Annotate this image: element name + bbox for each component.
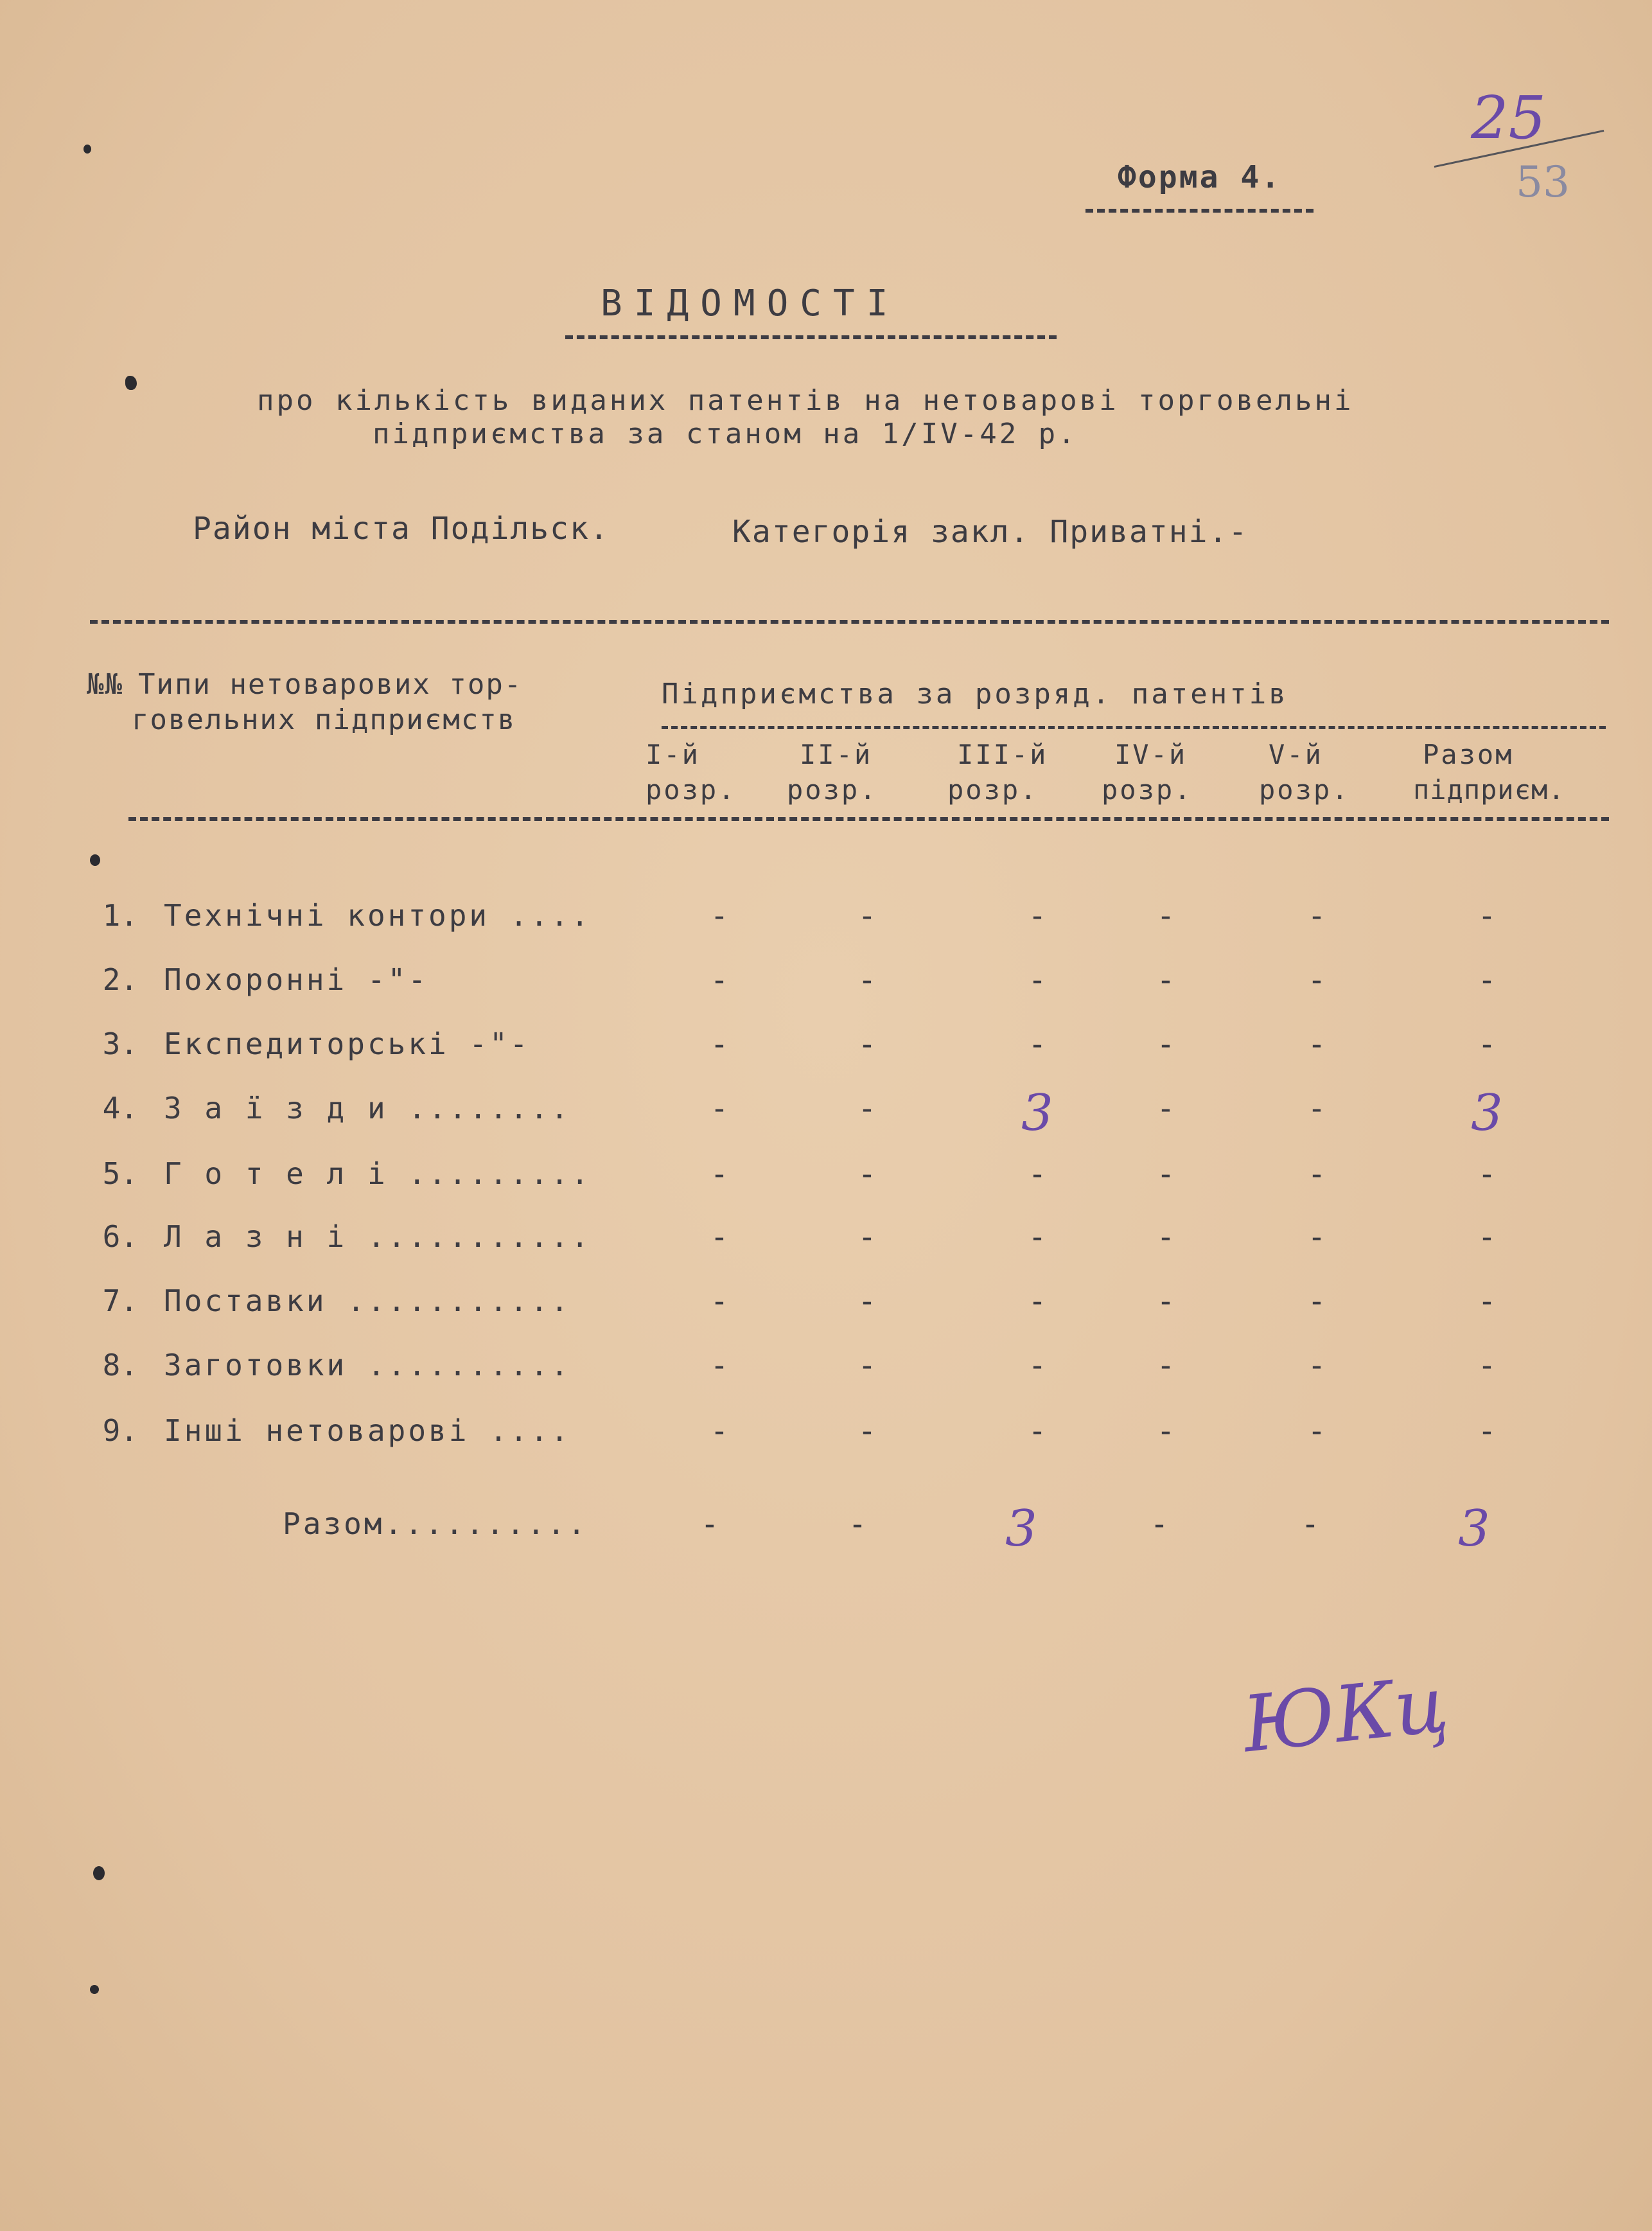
old-sheet-number: 53 [1516,157,1570,207]
row-cell: - [1307,962,1326,998]
table-top-rule [90,620,1609,624]
column-header-5: V-й [1269,739,1323,770]
row-number: 9. [102,1413,138,1448]
row-cell: - [1156,962,1175,998]
row-cell: - [857,1156,877,1192]
row-cell: - [1156,1413,1175,1449]
row-cell: - [1307,1156,1326,1192]
row-cell: - [710,1413,729,1449]
row-number: 1. [102,898,138,933]
row-cell: - [1307,1027,1326,1063]
row-number: 2. [102,962,138,997]
column-subheader-6: підприєм. [1413,774,1565,806]
row-cell: - [1477,962,1497,998]
row-number: 4. [102,1091,138,1125]
row-cell: - [1477,1156,1497,1192]
row-cell: - [710,898,729,934]
row-cell: - [1156,1219,1175,1255]
total-cell-handwritten: 3 [1458,1500,1490,1558]
row-cell: - [1477,1283,1497,1319]
handwritten-signature: ЮКц [1238,1659,1453,1770]
row-cell: - [857,1091,877,1127]
row-cell: - [857,1027,877,1063]
total-cell: - [700,1506,719,1542]
district-label: Район міста Подільск. [193,511,610,547]
row-cell: - [857,962,877,998]
column-header-4: IV-й [1114,739,1188,770]
row-label: Інші нетоварові .... [164,1413,571,1448]
column-header-1: І-й [646,739,700,770]
binding-hole-mark [125,376,137,390]
row-cell: - [1028,1219,1047,1255]
form-label: Форма 4. [1118,159,1282,195]
binding-hole-mark [90,854,100,866]
column-subheader-4: розр. [1102,774,1193,806]
row-cell: - [1028,1027,1047,1063]
row-cell: - [710,1219,729,1255]
row-cell: - [1028,962,1047,998]
row-label: Похоронні -"- [164,962,429,997]
total-cell-handwritten: 3 [1005,1500,1037,1558]
row-label: Л а з н і ........... [164,1219,592,1254]
column-subheader-2: розр. [787,774,878,806]
row-cell: - [1028,898,1047,934]
binding-hole-mark [90,1985,99,1994]
row-cell-handwritten: 3 [1021,1084,1053,1142]
column-subheader-3: розр. [947,774,1039,806]
row-cell: - [1156,1283,1175,1319]
form-underline [1085,209,1314,213]
column-type-header-2: говельних підприємств [132,703,516,736]
total-cell: - [1301,1506,1320,1542]
sheet-number: 25 [1471,84,1547,152]
row-cell-handwritten: 3 [1471,1084,1503,1142]
document-title: ВІДОМОСТІ [601,283,900,324]
row-cell: - [1307,1219,1326,1255]
row-cell: - [1028,1413,1047,1449]
column-type-header-1: Типи нетоварових тор- [138,668,523,701]
row-cell: - [1307,1348,1326,1384]
row-cell: - [1028,1156,1047,1192]
row-cell: - [1477,1348,1497,1384]
binding-hole-mark [93,1866,105,1880]
column-number-header: №№ [87,668,123,701]
row-cell: - [1028,1348,1047,1384]
category-label: Категорія закл. Приватні.- [732,514,1249,550]
row-cell: - [710,1091,729,1127]
row-label: Заготовки .......... [164,1348,571,1382]
table-header-rule [128,817,1609,821]
row-label: З а ї з д и ........ [164,1091,571,1125]
subtitle-line-1: про кількість виданих патентів на нетоварові торговельні [257,384,1354,417]
row-cell: - [1307,898,1326,934]
row-cell: - [1477,1413,1497,1449]
ink-speck [83,145,91,154]
row-cell: - [1156,1348,1175,1384]
subtitle-line-2: підприємства за станом на 1/IV-42 р. [373,418,1078,450]
row-label: Г о т е л і ......... [164,1156,592,1191]
column-group-header: Підприємства за розряд. патентів [662,678,1288,710]
row-label: Технічні контори .... [164,898,592,933]
title-underline [565,335,1057,339]
row-cell: - [710,1348,729,1384]
row-cell: - [1307,1091,1326,1127]
group-header-rule [662,726,1606,729]
column-subheader-1: розр. [646,774,737,806]
column-subheader-5: розр. [1259,774,1350,806]
row-cell: - [710,1156,729,1192]
row-cell: - [1156,1091,1175,1127]
column-header-6: Разом [1423,739,1514,770]
row-cell: - [857,1283,877,1319]
row-label: Експедиторські -"- [164,1027,531,1061]
row-number: 8. [102,1348,138,1382]
row-number: 3. [102,1027,138,1061]
row-cell: - [1307,1413,1326,1449]
total-cell: - [1150,1506,1169,1542]
row-cell: - [857,1413,877,1449]
row-cell: - [857,898,877,934]
row-cell: - [857,1348,877,1384]
row-cell: - [1477,898,1497,934]
row-cell: - [1477,1219,1497,1255]
total-cell: - [848,1506,867,1542]
row-cell: - [710,1283,729,1319]
row-cell: - [1028,1283,1047,1319]
row-number: 7. [102,1283,138,1318]
row-cell: - [857,1219,877,1255]
row-label: Поставки ........... [164,1283,571,1318]
row-cell: - [1156,898,1175,934]
row-cell: - [1477,1027,1497,1063]
row-number: 6. [102,1219,138,1254]
column-header-3: ІІІ-й [957,739,1048,770]
row-cell: - [710,962,729,998]
total-label: Разом.......... [283,1506,588,1541]
row-cell: - [710,1027,729,1063]
column-header-2: ІІ-й [800,739,873,770]
row-cell: - [1307,1283,1326,1319]
row-number: 5. [102,1156,138,1191]
row-cell: - [1156,1156,1175,1192]
row-cell: - [1156,1027,1175,1063]
